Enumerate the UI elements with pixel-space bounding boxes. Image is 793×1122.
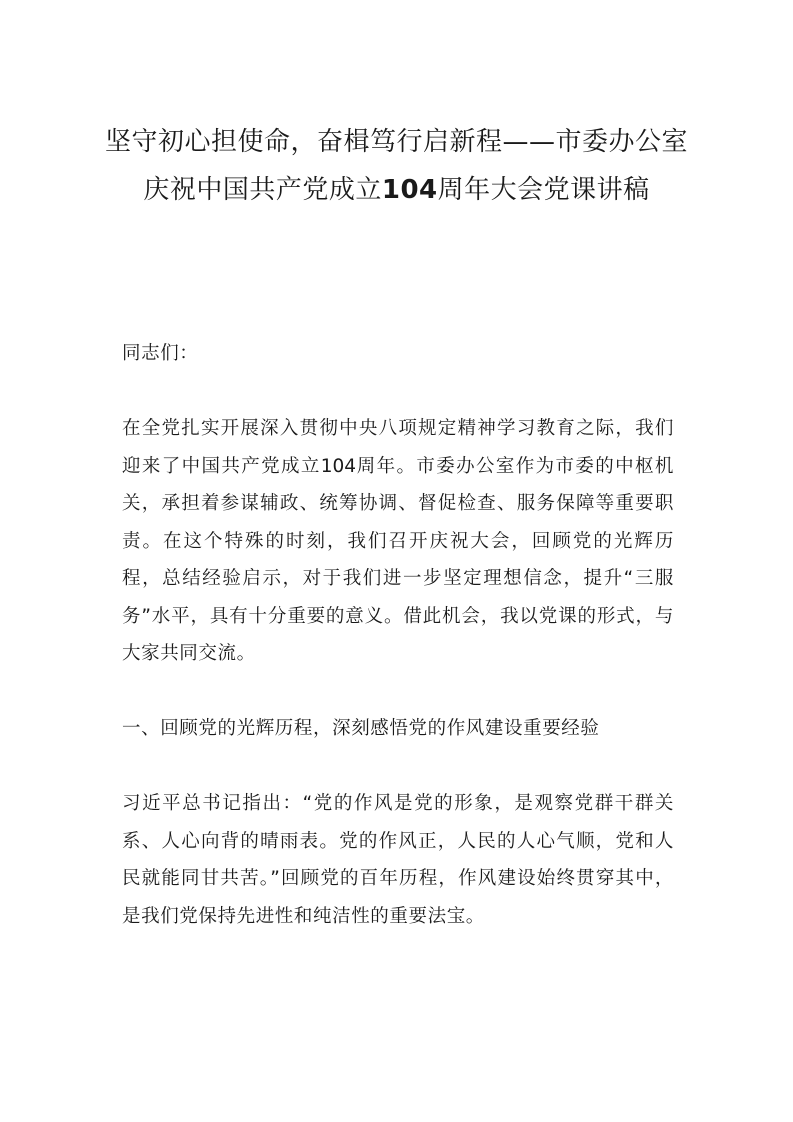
paragraph-intro-part1: 在全党扎实开展深入贯彻中央八项规定精神学习教育之际，我们迎来了中国共产党成立: [122, 418, 674, 477]
paragraph-intro-number: 104: [320, 455, 357, 477]
paragraph-intro-part2: 周年。市委办公室作为市委的中枢机关，承担着参谋辅政、统筹协调、督促检查、服务保障等重要职责。在这个特殊的时刻，我们召开庆祝大会，回顾党的光辉历程，总结经验启示，对于我们进一步坚定理想信念，提升“三服务”水平，具有十分重要的意义。借此机会，我以党课的形式，与大家共同交流。: [122, 455, 674, 664]
title-text-part1: 坚守初心担使命，奋楫笃行启新程——市委办公室庆祝中国共产党成立: [104, 127, 688, 205]
salutation: 同志们：: [122, 343, 199, 364]
title-text-part2: 周年大会党课讲稿: [437, 175, 650, 205]
paragraph-section1: 习近平总书记指出：“党的作风是党的形象，是观察党群干群关系、人心向背的晴雨表。党的作风正，人民的人心气顺，党和人民就能同甘共苦。”回顾党的百年历程，作风建设始终贯穿其中，是我们党保持先进性和纯洁性的重要法宝。: [122, 793, 674, 927]
document-title: [100, 118, 693, 214]
document-body: [122, 335, 674, 973]
paragraph-intro: [122, 410, 674, 673]
section-heading-1: 一、回顾党的光辉历程，深刻感悟党的作风建设重要经验: [122, 718, 600, 739]
title-number: 104: [381, 175, 438, 205]
